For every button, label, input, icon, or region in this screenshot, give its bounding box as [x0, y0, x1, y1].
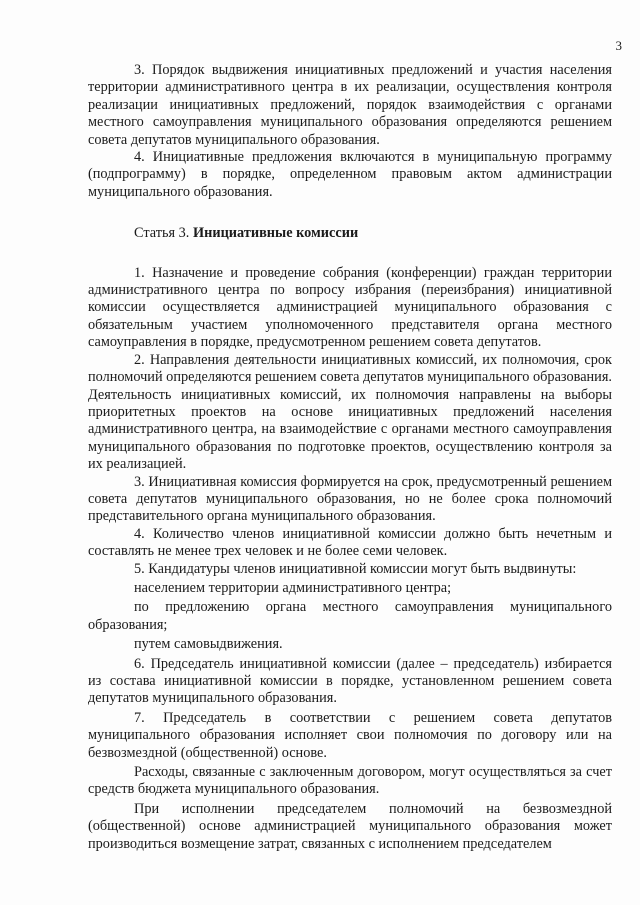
paragraph: 3. Порядок выдвижения инициативных предложений и участия населения территории административного центра в их реализации, осуществления контроля реализации инициативных предложений, порядок взаимодействия с органами местного самоуправления муниципального образования определяются решением совета депутатов муниципального образования. — [88, 62, 612, 148]
article-prefix: Статья 3. — [134, 225, 193, 242]
paragraph: При исполнении председателем полномочий на безвозмездной (общественной) основе администрацией муниципального образования может производиться возмещение затрат, связанных с исполнением председателем — [88, 800, 612, 852]
paragraph: 2. Направления деятельности инициативных комиссий, их полномочия, срок полномочий определяются решением совета депутатов муниципального образования. Деятельность инициативных комиссий, их полномочия направлены на выборы приоритетных проектов на основе инициативных предложений населения административного центра, на взаимодействие с органами местного самоуправления муниципального образования по подготовке проектов, осуществлению контроля за их реализацией. — [88, 351, 612, 473]
paragraph: Расходы, связанные с заключенным договором, могут осуществляться за счет средств бюджета муниципального образования. — [88, 764, 612, 798]
paragraph: 6. Председатель инициативной комиссии (далее – председатель) избирается из состава инициативной комиссии в порядке, установленном решением совета депутатов муниципального образования. — [88, 655, 612, 707]
paragraph: 4. Инициативные предложения включаются в муниципальную программу (подпрограмму) в порядке, определенном правовым актом администрации муниципального образования. — [88, 149, 612, 200]
article-heading — [88, 225, 612, 242]
paragraph: 5. Кандидатуры членов инициативной комиссии могут быть выдвинуты: — [134, 560, 577, 577]
document-body — [88, 62, 612, 853]
paragraph: 7. Председатель в соответствии с решением совета депутатов муниципального образования исполняет свои полномочия по договору или на безвозмездной (общественной) основе. — [88, 709, 612, 761]
article-title: Инициативные комиссии — [192, 225, 359, 242]
paragraph: 1. Назначение и проведение собрания (конференции) граждан территории административного центра по вопросу избрания (переизбрания) инициативной комиссии осуществляется администрацией муниципального образования с обязательным участием уполномоченного представителя органа местного самоуправления в порядке, предусмотренном решением совета депутатов. — [88, 264, 612, 351]
page-number: 3 — [615, 38, 622, 53]
paragraph: 4. Количество членов инициативной комиссии должно быть нечетным и составлять не менее трех человек и не более семи человек. — [88, 525, 612, 560]
list-item: населением территории административного центра; — [134, 579, 452, 596]
list-item: путем самовыдвижения. — [134, 636, 283, 653]
list-item: по предложению органа местного самоуправления муниципального образования; — [88, 599, 612, 633]
paragraph: 3. Инициативная комиссия формируется на срок, предусмотренный решением совета депутатов муниципального образования, но не более срока полномочий представительного органа муниципального образования. — [88, 473, 612, 525]
